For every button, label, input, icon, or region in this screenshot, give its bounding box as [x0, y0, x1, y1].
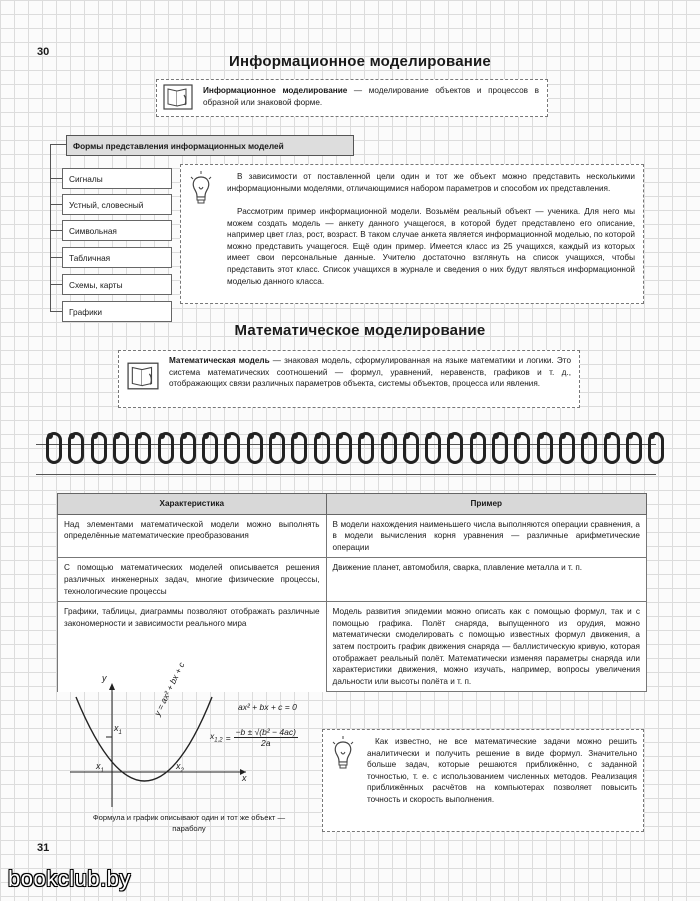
roots-lhs-var: x [210, 731, 215, 742]
table-cell: В модели нахождения наименьшего числа выполняются операции сравнения, а в модели вычисления корня уравнения — различные арифметические операции [326, 514, 646, 558]
forms-item-verbal: Устный, словесный [62, 194, 172, 215]
spiral-ring [604, 432, 620, 464]
root-x1-text: x [96, 761, 101, 771]
forms-connector [50, 144, 66, 145]
info-example-box [180, 164, 644, 304]
spiral-ring [537, 432, 553, 464]
spiral-ring [447, 432, 463, 464]
numerical-methods-text: Как известно, не все математические задачи можно решить аналитически и получить решение в виде формул. Значительно больше задач, которые решаются приближённо, с заданной точностью, т. е. с использованием численных методов. Реализация приближённых расчётов на компьютерах позволяет повысить точность и скорость выполнения. [367, 737, 637, 804]
table-row [58, 514, 647, 558]
math-definition-text [169, 355, 571, 390]
lightbulb-icon-note [331, 736, 355, 772]
roots-lhs-sub: 1,2 [214, 737, 223, 744]
characteristics-table-wrap [57, 493, 647, 692]
spiral-ring [291, 432, 307, 464]
table-header-row [58, 494, 647, 515]
roots-denominator: 2a [261, 738, 271, 748]
page-title-info-modeling: Информационное моделирование [229, 53, 491, 70]
definition-box-math-model [118, 350, 580, 408]
table-header-characteristic: Характеристика [58, 494, 327, 515]
book-icon-math [127, 361, 159, 391]
spiral-ring [91, 432, 107, 464]
forms-connector-5 [50, 284, 62, 285]
definition-body: — моделирование объектов и процессов в образной или знаковой форме. [203, 86, 539, 107]
spiral-ring [581, 432, 597, 464]
spiral-ring [403, 432, 419, 464]
y-axis-label: y [102, 673, 107, 683]
spiral-ring [425, 432, 441, 464]
spiral-ring [514, 432, 530, 464]
y-intercept-text: x [114, 723, 119, 733]
roots-numerator: −b ± √(b² − 4ac) [235, 727, 296, 737]
spiral-ring [269, 432, 285, 464]
math-definition-term: Математическая модель [169, 356, 270, 365]
roots-formula [210, 727, 298, 748]
info-paragraph-1: В зависимости от поставленной цели один и тот же объект можно представить несколькими информационными моделями, отличающимися набором параметров и способом их представления. [227, 172, 635, 193]
spiral-ring [113, 432, 129, 464]
y-intercept-sub: 1 [118, 729, 122, 736]
spiral-binding [0, 422, 700, 476]
y-axis-arrow [109, 683, 115, 690]
root-x2-label [176, 761, 184, 774]
page-title-math-modeling: Математическое моделирование [234, 322, 486, 339]
spiral-ring [626, 432, 642, 464]
spiral-ring [224, 432, 240, 464]
root-x2-sub: 2 [180, 767, 184, 774]
forms-item-tabular: Табличная [62, 247, 172, 268]
spiral-ring [492, 432, 508, 464]
forms-item-signals: Сигналы [62, 168, 172, 189]
table-cell: Над элементами математической модели можно выполнять определённые математические преобразования [58, 514, 327, 558]
info-paragraph-2: Рассмотрим пример информационной модели. Возьмём реальный объект — ученика. Для него мы можем создать модель — анкету данного учащегося, в которой будет представлено его описание, например цвет глаз, рост, возраст. В таком случае анкета является информационной моделью, по которой можно представить учащегося. Ещё один пример. Имеется класс из 25 учащихся, каждый из которых имеет свои персональные данные. Учителю достаточно взглянуть на список учащихся, чтобы представить этот класс. Список учащихся в журнале и сведения о них будут являться информационной моделью данного класса. [227, 207, 635, 286]
spiral-ring [247, 432, 263, 464]
spiral-ring [559, 432, 575, 464]
roots-equals: = [225, 732, 231, 743]
spiral-ring [314, 432, 330, 464]
root-x1-sub: 1 [100, 767, 104, 774]
page-number-bottom: 31 [37, 842, 50, 854]
definition-term: Информационное моделирование [203, 86, 348, 95]
numerical-methods-note [322, 729, 644, 832]
table-header-example: Пример [326, 494, 646, 515]
spiral-ring [46, 432, 62, 464]
x-axis-label: x [242, 773, 247, 783]
spiral-ring [158, 432, 174, 464]
spiral-ring [202, 432, 218, 464]
forms-header: Формы представления информационных моделей [66, 135, 354, 156]
page-number-top: 30 [37, 46, 50, 58]
table-cell: Графики, таблицы, диаграммы позволяют отображать различные закономерности и зависимости реального мира [58, 602, 327, 692]
forms-connector-2 [50, 204, 62, 205]
forms-item-symbolic: Символьная [62, 220, 172, 241]
lightbulb-icon [189, 171, 213, 207]
spiral-ring [336, 432, 352, 464]
graph-caption: Формула и график описывают один и тот же объект — параболу [92, 813, 286, 833]
spiral-ring [135, 432, 151, 464]
spiral-ring [648, 432, 664, 464]
forms-item-schemes: Схемы, карты [62, 274, 172, 295]
table-cell: Модель развития эпидемии можно описать как с помощью формул, так и с помощью графика. Полёт снаряда, выпущенного из орудия, можно математически смоделировать с помощью известных формул движения, а затем построить график движения снаряда — баллистическую кривую, которая отображает реальный полёт. Математически изменяя параметры снаряда или характеристики движения, можно изучать, например, вопросы увеличения дальности или высоты полёта и т. п. [326, 602, 646, 692]
table-cell: Движение планет, автомобиля, сварка, плавление металла и т. п. [326, 558, 646, 602]
forms-connector-vertical [50, 144, 51, 311]
forms-connector-6 [50, 311, 62, 312]
characteristics-table [57, 493, 647, 692]
spiral-ring [381, 432, 397, 464]
forms-connector-3 [50, 230, 62, 231]
forms-connector-4 [50, 257, 62, 258]
curve-equation-label: y = ax² + bx + c [152, 660, 187, 718]
root-x2-text: x [176, 761, 181, 771]
page-edge-bottom [36, 474, 656, 475]
roots-lhs [210, 731, 223, 744]
y-intercept-label [114, 723, 122, 736]
root-x1-label [96, 761, 104, 774]
parabola-graph [60, 660, 330, 810]
forms-item-graphs: Графики [62, 301, 172, 322]
roots-fraction [234, 727, 298, 748]
forms-connector-1 [50, 178, 62, 179]
quadratic-equation: ax² + bx + c = 0 [238, 702, 297, 712]
spiral-ring [68, 432, 84, 464]
math-definition-body: — знаковая модель, сформулированная на языке математики и логики. Это система математических соотношений — формул, уравнений, неравенств, графиков и т. д., отображающих связи различных параметров объекта, системы объектов, процесса или явления. [169, 356, 571, 389]
spiral-ring [180, 432, 196, 464]
book-icon [163, 83, 193, 111]
table-cell: С помощью математических моделей описывается решения различных инженерных задач, многие физические процессы, технологические процессы [58, 558, 327, 602]
definition-text [203, 85, 539, 108]
spiral-ring [470, 432, 486, 464]
definition-box-info-modeling [156, 79, 548, 117]
watermark-bookclub: bookclub.by [8, 866, 131, 891]
table-row [58, 558, 647, 602]
spiral-ring [358, 432, 374, 464]
